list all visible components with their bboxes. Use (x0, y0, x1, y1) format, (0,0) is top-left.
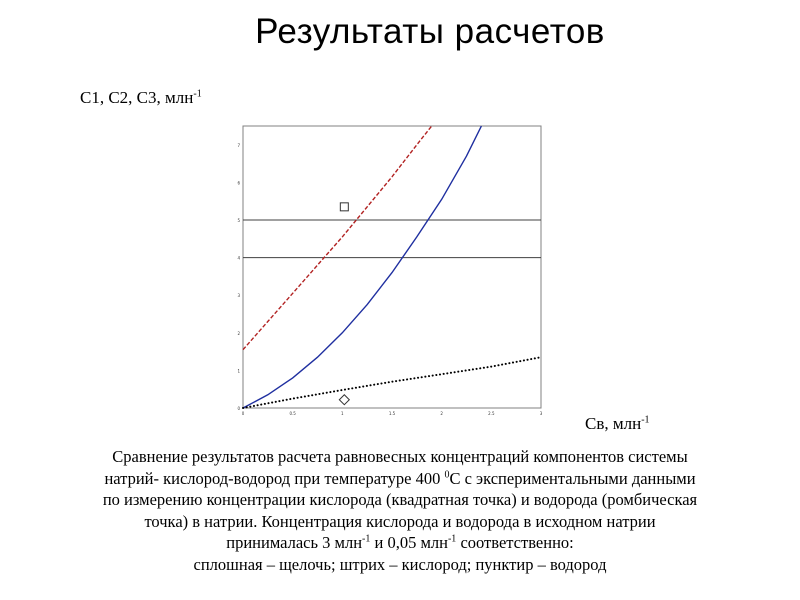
x-tick-label: 2 (440, 411, 443, 416)
series-line-solid (243, 126, 481, 408)
plot-frame (243, 126, 541, 408)
y-axis-label-text: С1, С2, С3, млн (80, 88, 194, 107)
caption-sup: 0 (444, 469, 450, 480)
caption-line (20, 468, 780, 490)
y-axis-label-sup: -1 (193, 88, 202, 100)
y-tick-label: 2 (237, 330, 240, 336)
series-line-dotted (243, 357, 541, 408)
caption-line: Сравнение результатов расчета равновесных концентраций компонентов системы (112, 447, 688, 466)
caption-text: принималась 3 млн (226, 533, 363, 552)
caption-line: точка) в натрии. Концентрация кислорода и водорода в исходном натрии (144, 511, 656, 531)
caption-text: С с экспериментальными данными (449, 468, 696, 488)
y-tick-label: 7 (237, 142, 240, 148)
x-tick-label: 0.5 (289, 411, 296, 416)
y-tick-label: 3 (237, 293, 240, 299)
y-tick-label: 6 (237, 180, 240, 186)
y-tick-label: 5 (237, 218, 240, 223)
y-tick-label: 1 (237, 368, 240, 374)
caption-text: натрий- кислород-водород при температуре 400 (104, 468, 445, 488)
x-axis-label-text: Св, млн (585, 414, 642, 433)
x-tick-label: 3 (539, 411, 543, 416)
page-title: Результаты расчетов (255, 12, 605, 51)
reference-lines (243, 220, 541, 258)
caption-sup: -1 (362, 533, 371, 545)
x-tick-label: 1.5 (388, 411, 396, 416)
caption-line: по измерению концентрации кислорода (квадратная точка) и водорода (ромбическая (102, 490, 698, 509)
series-lines (243, 126, 541, 408)
x-axis-label-sup: -1 (641, 414, 650, 426)
x-tick-label: 1 (341, 411, 344, 416)
square-point (340, 203, 348, 211)
y-tick-labels (237, 143, 240, 411)
caption-text: соответственно: (456, 533, 574, 552)
experimental-points (339, 203, 349, 405)
diamond-point (339, 395, 349, 405)
x-tick-label: 2.5 (488, 411, 495, 416)
caption-line: сплошная – щелочь; штрих – кислород; пунктир – водород (193, 554, 607, 574)
y-tick-label: 0 (237, 406, 240, 411)
x-tick-labels (242, 411, 543, 416)
series-line-dashed (243, 126, 432, 350)
x-tick-label: 0 (241, 411, 245, 416)
caption-line (20, 532, 780, 554)
y-tick-label: 4 (237, 255, 240, 261)
caption-text: и 0,05 млн (370, 533, 448, 552)
caption-sup: -1 (447, 533, 457, 545)
figure-caption (20, 446, 780, 575)
